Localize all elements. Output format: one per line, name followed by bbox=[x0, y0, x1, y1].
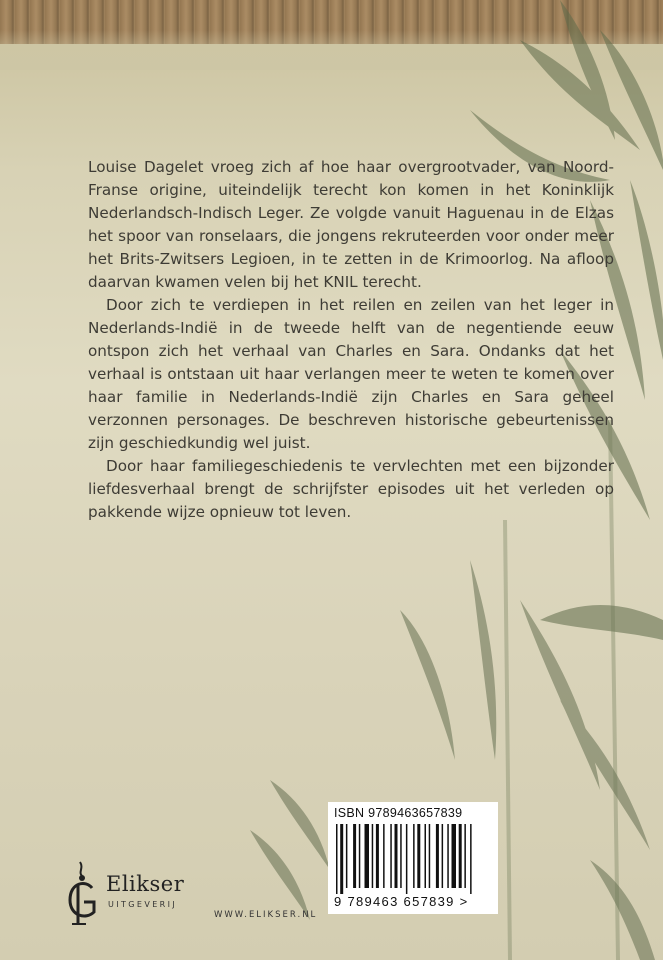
barcode-bars bbox=[336, 824, 490, 894]
blurb-paragraph: Door haar familiegeschiedenis te vervlechten met een bijzonder liefdesverhaal brengt de schrijfster episodes uit het verleden op pakkende wijze opnieuw tot leven. bbox=[88, 457, 614, 521]
isbn-barcode bbox=[328, 802, 498, 914]
elikser-monogram-icon bbox=[62, 858, 106, 928]
isbn-label: ISBN 9789463657839 bbox=[334, 806, 463, 820]
blurb-paragraph: Louise Dagelet vroeg zich af hoe haar overgrootvader, van Noord-Franse origine, uiteindelijk terecht kon komen in het Koninklijk Nederlandsch-Indisch Leger. Ze volgde vanuit Haguenau in de Elzas het spoor van ronselaars, die jongens rekruteerden voor onder meer het Brits-Zwitsers Legioen, in te zetten in de Krimoorlog. Na afloop daarvan kwamen velen bij het KNIL terecht. bbox=[88, 158, 614, 291]
blurb-paragraph: Door zich te verdiepen in het reilen en zeilen van het leger in Nederlands-Indië in de tweede helft van de negentiende eeuw ontspon zich het verhaal van Charles en Sara. Ondanks dat het verhaal is ontstaan uit haar verlangen meer te weten te komen over haar familie in Nederlands-Indië zijn Charles en Sara geheel verzonnen personages. De beschreven historische gebeurtenissen zijn geschiedkundig wel juist. bbox=[88, 296, 614, 452]
back-cover-blurb bbox=[88, 156, 614, 524]
publisher-logo bbox=[62, 858, 202, 928]
publisher-subtitle: UITGEVERIJ bbox=[108, 900, 178, 909]
publisher-name: Elikser bbox=[106, 872, 185, 896]
isbn-digits: 9 789463 657839 > bbox=[334, 894, 469, 909]
publisher-website: WWW.ELIKSER.NL bbox=[214, 910, 318, 920]
